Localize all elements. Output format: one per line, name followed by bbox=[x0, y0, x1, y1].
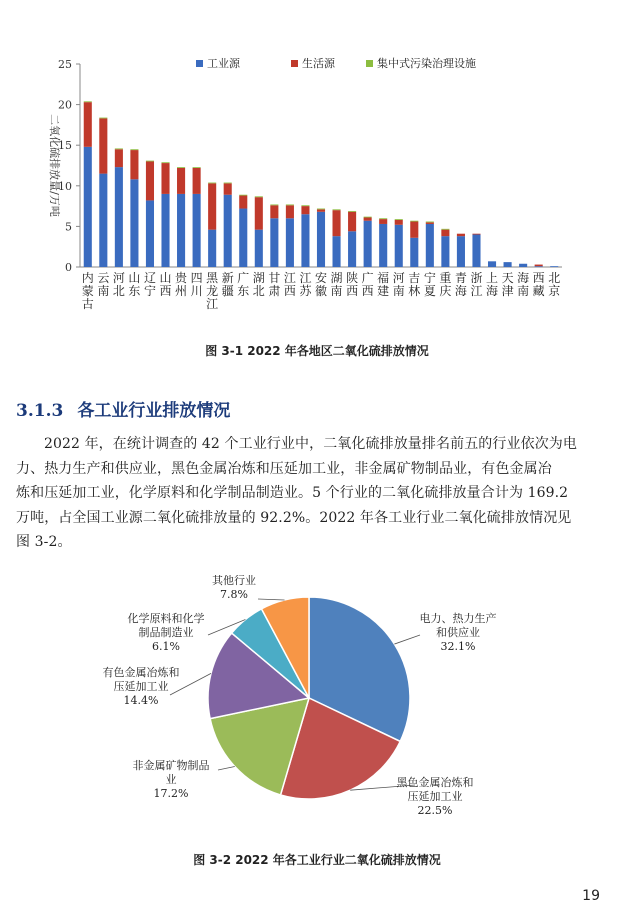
bar-生活源-浙江 bbox=[472, 234, 480, 235]
bar-集中式污染治理设施-黑龙江 bbox=[208, 183, 216, 184]
slice-percent-label: 22.5% bbox=[417, 804, 453, 817]
bar-工业源-内蒙古 bbox=[84, 147, 92, 267]
x-tick-label: 河 bbox=[112, 271, 125, 285]
bar-集中式污染治理设施-贵州 bbox=[177, 167, 185, 168]
slice-category-label: 压延加工业 bbox=[113, 680, 169, 693]
x-tick-label: 吉 bbox=[408, 271, 421, 285]
bar-集中式污染治理设施-安徽 bbox=[317, 209, 325, 210]
x-tick-label: 蒙 bbox=[81, 284, 94, 298]
bar-生活源-广东 bbox=[239, 196, 247, 209]
bar-工业源-湖南 bbox=[333, 236, 341, 267]
x-tick-label: 江 bbox=[299, 271, 312, 285]
x-tick-label: 东 bbox=[237, 284, 250, 298]
bar-工业源-黑龙江 bbox=[208, 230, 216, 267]
bar-集中式污染治理设施-山东 bbox=[130, 149, 138, 150]
bar-生活源-宁夏 bbox=[426, 222, 434, 224]
bar-生活源-重庆 bbox=[441, 230, 449, 236]
x-tick-label: 川 bbox=[190, 284, 203, 298]
x-tick-label: 古 bbox=[81, 297, 94, 311]
bar-生活源-黑龙江 bbox=[208, 183, 216, 229]
x-tick-label: 苏 bbox=[299, 284, 312, 298]
bar-集中式污染治理设施-陕西 bbox=[348, 211, 356, 212]
industry-so2-pie-chart bbox=[0, 575, 634, 835]
x-tick-label: 州 bbox=[175, 284, 188, 298]
regional-so2-bar-chart bbox=[0, 48, 634, 320]
x-tick-label: 江 bbox=[283, 271, 296, 285]
x-tick-label: 西 bbox=[346, 284, 359, 298]
x-tick-label: 甘 bbox=[268, 271, 281, 285]
x-tick-label: 湖 bbox=[252, 271, 265, 285]
bar-生活源-河南 bbox=[395, 220, 403, 225]
x-tick-label: 南 bbox=[517, 284, 530, 298]
bar-生活源-山西 bbox=[161, 163, 169, 194]
bar-工业源-贵州 bbox=[177, 194, 185, 267]
paragraph-line-2: 力、热力生产和供应业，黑色金属冶炼和压延加工业，非金属矿物制品业，有色金属冶 bbox=[16, 460, 552, 477]
bar-工业源-重庆 bbox=[441, 236, 449, 267]
bar-集中式污染治理设施-山西 bbox=[161, 162, 169, 163]
leader-line bbox=[218, 767, 235, 770]
bar-工业源-福建 bbox=[379, 224, 387, 267]
bar-生活源-安徽 bbox=[317, 209, 325, 211]
x-tick-label: 疆 bbox=[221, 284, 234, 298]
bar-集中式污染治理设施-河南 bbox=[395, 219, 403, 220]
x-tick-label: 东 bbox=[128, 284, 141, 298]
body-paragraph bbox=[16, 432, 616, 555]
slice-percent-label: 17.2% bbox=[153, 787, 189, 800]
bar-集中式污染治理设施-江苏 bbox=[301, 205, 309, 206]
bar-工业源-云南 bbox=[99, 174, 107, 267]
x-tick-label: 山 bbox=[128, 271, 141, 285]
slice-percent-label: 32.1% bbox=[440, 640, 476, 653]
bar-集中式污染治理设施-吉林 bbox=[410, 221, 418, 222]
x-tick-label: 西 bbox=[532, 271, 545, 285]
x-tick-label: 青 bbox=[454, 271, 467, 285]
bar-集中式污染治理设施-重庆 bbox=[441, 229, 449, 230]
section-number: 3.1.3 bbox=[16, 401, 64, 421]
x-tick-label: 上 bbox=[486, 271, 499, 285]
bar-工业源-新疆 bbox=[224, 195, 232, 267]
x-tick-label: 海 bbox=[517, 271, 530, 285]
bar-工业源-江西 bbox=[286, 218, 294, 267]
figure-3-2-caption: 图 3-2 2022 年各工业行业二氧化硫排放情况 bbox=[193, 853, 441, 867]
x-tick-label: 江 bbox=[470, 284, 483, 298]
x-tick-label: 北 bbox=[112, 284, 125, 298]
bar-集中式污染治理设施-辽宁 bbox=[146, 161, 154, 162]
bar-生活源-云南 bbox=[99, 118, 107, 173]
slice-percent-label: 6.1% bbox=[152, 640, 180, 653]
bar-生活源-江西 bbox=[286, 205, 294, 218]
bar-集中式污染治理设施-云南 bbox=[99, 118, 107, 119]
bar-集中式污染治理设施-内蒙古 bbox=[84, 101, 92, 102]
bar-工业源-吉林 bbox=[410, 238, 418, 267]
x-tick-label: 西 bbox=[159, 284, 172, 298]
slice-category-label: 化学原料和化学 bbox=[127, 612, 205, 625]
section-heading bbox=[16, 396, 230, 421]
slice-category-label: 其他行业 bbox=[212, 575, 256, 587]
x-tick-label: 四 bbox=[190, 271, 203, 285]
x-tick-label: 福 bbox=[377, 271, 390, 285]
bar-工业源-青海 bbox=[457, 236, 465, 267]
x-tick-label: 西 bbox=[361, 284, 374, 298]
paragraph-line-3: 炼和压延加工业，化学原料和化学制品制造业。5 个行业的二氧化硫排放量合计为 169.2 bbox=[16, 485, 569, 501]
bar-工业源-江苏 bbox=[301, 214, 309, 267]
bar-集中式污染治理设施-河北 bbox=[115, 148, 123, 149]
bar-工业源-海南 bbox=[519, 264, 527, 267]
x-tick-label: 建 bbox=[377, 284, 390, 298]
bar-生活源-西藏 bbox=[535, 265, 543, 267]
bar-生活源-河北 bbox=[115, 149, 123, 167]
x-tick-label: 庆 bbox=[439, 284, 452, 298]
leader-line bbox=[258, 599, 285, 600]
slice-category-label: 制品制造业 bbox=[138, 626, 194, 639]
x-tick-label: 山 bbox=[159, 271, 172, 285]
legend-label: 生活源 bbox=[302, 57, 335, 70]
bar-工业源-陕西 bbox=[348, 231, 356, 267]
bar-生活源-陕西 bbox=[348, 212, 356, 231]
y-tick-label: 10 bbox=[58, 179, 72, 193]
x-tick-label: 天 bbox=[501, 271, 514, 285]
x-tick-label: 龙 bbox=[206, 284, 219, 298]
page-number: 19 bbox=[582, 888, 600, 904]
x-tick-label: 湖 bbox=[330, 271, 343, 285]
leader-line bbox=[394, 635, 420, 644]
bar-集中式污染治理设施-四川 bbox=[193, 167, 201, 168]
x-tick-label: 广 bbox=[237, 271, 250, 285]
x-tick-label: 林 bbox=[408, 284, 421, 298]
x-tick-label: 海 bbox=[454, 284, 467, 298]
bar-集中式污染治理设施-江西 bbox=[286, 204, 294, 205]
x-tick-label: 海 bbox=[486, 284, 499, 298]
bar-工业源-北京 bbox=[550, 266, 558, 267]
bar-生活源-内蒙古 bbox=[84, 102, 92, 147]
x-tick-label: 南 bbox=[97, 284, 110, 298]
y-tick-label: 5 bbox=[65, 220, 72, 234]
bar-工业源-辽宁 bbox=[146, 200, 154, 267]
bar-集中式污染治理设施-甘肃 bbox=[270, 204, 278, 205]
x-tick-label: 重 bbox=[439, 271, 452, 285]
bar-工业源-天津 bbox=[504, 262, 512, 267]
y-tick-label: 25 bbox=[58, 58, 72, 71]
bar-工业源-西藏 bbox=[535, 266, 543, 267]
bar-工业源-四川 bbox=[193, 194, 201, 267]
bar-集中式污染治理设施-新疆 bbox=[224, 183, 232, 184]
bar-生活源-新疆 bbox=[224, 183, 232, 194]
x-tick-label: 西 bbox=[283, 284, 296, 298]
legend-label: 集中式污染治理设施 bbox=[377, 57, 476, 70]
x-tick-label: 宁 bbox=[423, 271, 436, 285]
x-tick-label: 浙 bbox=[470, 271, 483, 285]
x-tick-label: 南 bbox=[330, 284, 343, 298]
x-tick-label: 安 bbox=[314, 271, 328, 285]
bar-生活源-湖南 bbox=[333, 210, 341, 236]
bar-工业源-浙江 bbox=[472, 235, 480, 267]
x-tick-label: 京 bbox=[548, 284, 561, 298]
bar-工业源-河北 bbox=[115, 167, 123, 267]
x-tick-label: 广 bbox=[361, 271, 374, 285]
y-tick-label: 15 bbox=[58, 139, 72, 153]
y-tick-label: 20 bbox=[58, 98, 72, 112]
bar-生活源-福建 bbox=[379, 219, 387, 224]
bar-集中式污染治理设施-福建 bbox=[379, 218, 387, 219]
slice-category-label: 黑色金属冶炼和 bbox=[396, 776, 474, 789]
x-tick-label: 藏 bbox=[532, 284, 545, 298]
bar-生活源-四川 bbox=[193, 168, 201, 194]
bar-生活源-青海 bbox=[457, 234, 465, 236]
x-tick-label: 北 bbox=[252, 284, 265, 298]
bar-工业源-广西 bbox=[364, 221, 372, 267]
slice-category-label: 有色金属冶炼和 bbox=[102, 666, 180, 679]
bar-生活源-湖北 bbox=[255, 197, 263, 229]
x-tick-label: 陕 bbox=[346, 271, 359, 285]
bar-集中式污染治理设施-广西 bbox=[364, 217, 372, 218]
x-tick-label: 内 bbox=[81, 271, 94, 285]
x-tick-label: 南 bbox=[392, 284, 405, 298]
slice-category-label: 非金属矿物制品 bbox=[132, 759, 210, 772]
bar-生活源-江苏 bbox=[301, 206, 309, 214]
x-tick-label: 河 bbox=[392, 271, 405, 285]
bar-工业源-山东 bbox=[130, 179, 138, 267]
slice-category-label: 和供应业 bbox=[436, 626, 480, 639]
bar-集中式污染治理设施-湖北 bbox=[255, 196, 263, 197]
slice-category-label: 电力、热力生产 bbox=[419, 612, 497, 625]
x-tick-label: 江 bbox=[206, 297, 219, 311]
slice-category-label: 压延加工业 bbox=[407, 790, 463, 803]
x-tick-label: 贵 bbox=[175, 271, 188, 285]
legend-swatch bbox=[196, 60, 203, 67]
legend-swatch bbox=[366, 60, 373, 67]
y-tick-label: 0 bbox=[65, 261, 72, 274]
bar-集中式污染治理设施-湖南 bbox=[333, 209, 341, 210]
bar-工业源-山西 bbox=[161, 194, 169, 267]
paragraph-line-4: 万吨，占全国工业源二氧化硫排放量的 92.2%。2022 年各工业行业二氧化硫排放情况见 bbox=[16, 509, 572, 526]
slice-percent-label: 7.8% bbox=[220, 588, 248, 601]
section-title: 各工业行业排放情况 bbox=[77, 401, 231, 421]
bar-生活源-辽宁 bbox=[146, 161, 154, 200]
x-tick-label: 肃 bbox=[268, 284, 281, 298]
bar-集中式污染治理设施-宁夏 bbox=[426, 222, 434, 223]
x-tick-label: 黑 bbox=[206, 271, 219, 285]
slice-percent-label: 14.4% bbox=[123, 694, 159, 707]
bar-集中式污染治理设施-广东 bbox=[239, 195, 247, 196]
paragraph-line-1: 2022 年，在统计调查的 42 个工业行业中，二氧化硫排放量排名前五的行业依次为电 bbox=[44, 436, 577, 452]
bar-生活源-贵州 bbox=[177, 168, 185, 194]
bar-工业源-上海 bbox=[488, 261, 496, 267]
slice-category-label: 业 bbox=[165, 773, 177, 786]
x-tick-label: 云 bbox=[97, 271, 110, 285]
bar-工业源-宁夏 bbox=[426, 224, 434, 267]
x-tick-label: 津 bbox=[501, 284, 514, 298]
bar-工业源-河南 bbox=[395, 225, 403, 267]
x-tick-label: 北 bbox=[548, 271, 561, 285]
bar-生活源-甘肃 bbox=[270, 205, 278, 218]
bar-工业源-湖北 bbox=[255, 230, 263, 267]
x-tick-label: 宁 bbox=[143, 284, 156, 298]
legend-label: 工业源 bbox=[207, 57, 240, 70]
paragraph-line-5: 图 3-2。 bbox=[16, 534, 72, 550]
y-axis-label: 二氧化硫排放量/万吨 bbox=[48, 114, 61, 217]
legend-swatch bbox=[291, 60, 298, 67]
bar-工业源-甘肃 bbox=[270, 218, 278, 267]
figure-3-1-caption: 图 3-1 2022 年各地区二氧化硫排放情况 bbox=[205, 344, 429, 358]
bar-生活源-山东 bbox=[130, 150, 138, 179]
x-tick-label: 徽 bbox=[314, 284, 328, 298]
bar-工业源-广东 bbox=[239, 209, 247, 267]
bar-生活源-吉林 bbox=[410, 222, 418, 238]
x-tick-label: 新 bbox=[221, 271, 234, 285]
x-tick-label: 夏 bbox=[423, 284, 436, 298]
bar-生活源-广西 bbox=[364, 217, 372, 220]
x-tick-label: 辽 bbox=[143, 271, 156, 285]
bar-工业源-安徽 bbox=[317, 212, 325, 267]
